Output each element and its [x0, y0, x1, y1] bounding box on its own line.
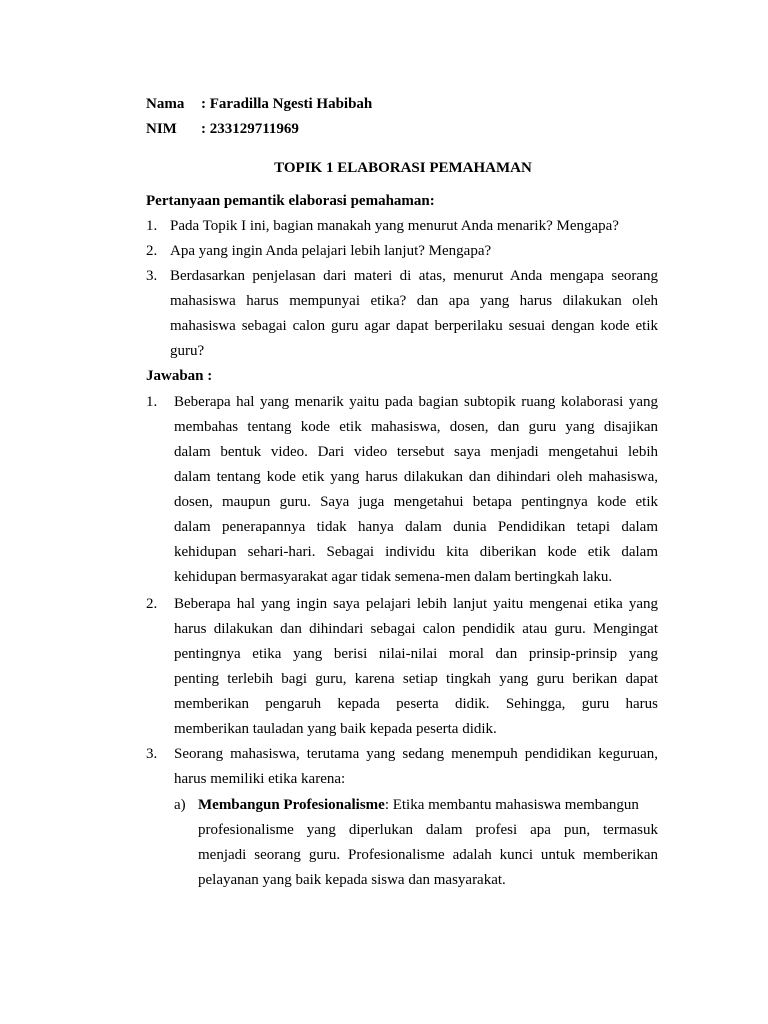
document-title: TOPIK 1 ELABORASI PEMAHAMAN	[274, 160, 532, 176]
sub-item-text-line: menjadi seorang guru. Profesionalisme adalah kunci untuk memberikan	[198, 847, 658, 863]
answer-text-line: memberikan pengaruh kepada peserta didik. Sehingga, guru harus	[174, 696, 658, 712]
answer-text-line: Beberapa hal yang ingin saya pelajari lebih lanjut yaitu mengenai etika yang	[174, 596, 658, 612]
answer-text-line: harus dilakukan dan dihindari sebagai calon pendidik atau guru. Mengingat	[174, 621, 658, 637]
sub-item-text: : Etika membantu mahasiswa membangun	[384, 797, 639, 813]
name-value: : Faradilla Ngesti Habibah	[201, 96, 373, 112]
sub-item-text-line: profesionalisme yang diperlukan dalam profesi apa pun, termasuk	[198, 822, 658, 838]
nim-value: : 233129711969	[201, 121, 299, 137]
answer-text-line: kehidupan sehari-hari. Sebagai individu kita diberikan kode etik dalam	[174, 544, 658, 560]
answer-text-line: penting terlebih bagi guru, karena setiap tingkah yang guru berikan dapat	[174, 671, 658, 687]
sub-item-heading: Membangun Profesionalisme	[198, 797, 385, 813]
sub-item-text-line: pelayanan yang baik kepada siswa dan masyarakat.	[198, 872, 506, 888]
question-number: 1.	[146, 218, 158, 234]
answer-text-line: Seorang mahasiswa, terutama yang sedang menempuh pendidikan keguruan,	[174, 746, 658, 762]
question-text: Pada Topik I ini, bagian manakah yang menurut Anda menarik? Mengapa?	[170, 218, 619, 234]
answer-text-line: dalam penerapannya tidak hanya dalam dunia Pendidikan tetapi dalam	[174, 519, 658, 535]
answer-text-line: kehidupan bermasyarakat agar tidak semena-men dalam bertingkah laku.	[174, 569, 613, 585]
question-text-line: mahasiswa harus mempunyai etika? dan apa yang harus dilakukan oleh	[170, 293, 658, 309]
answer-number: 1.	[146, 394, 158, 410]
questions-heading: Pertanyaan pemantik elaborasi pemahaman:	[146, 193, 435, 209]
question-text-line: mahasiswa sebagai calon guru agar dapat berperilaku sesuai dengan kode etik	[170, 318, 658, 334]
nim-label: NIM	[146, 121, 177, 137]
answer-number: 2.	[146, 596, 158, 612]
answer-text-line: membahas tentang kode etik mahasiswa, dosen, dan guru yang disajikan	[174, 419, 658, 435]
sub-item-first-line	[198, 796, 658, 814]
question-text-line: Berdasarkan penjelasan dari materi di atas, menurut Anda mengapa seorang	[170, 268, 658, 284]
answer-text-line: harus memiliki etika karena:	[174, 771, 346, 787]
question-number: 2.	[146, 243, 158, 259]
answers-heading: Jawaban :	[146, 368, 213, 384]
answer-number: 3.	[146, 746, 158, 762]
answer-text-line: pentingnya etika yang berisi nilai-nilai moral dan prinsip-prinsip yang	[174, 646, 658, 662]
answer-text-line: Beberapa hal yang menarik yaitu pada bagian subtopik ruang kolaborasi yang	[174, 394, 658, 410]
question-text: Apa yang ingin Anda pelajari lebih lanjut? Mengapa?	[170, 243, 492, 259]
answer-text-line: memberikan tauladan yang baik kepada peserta didik.	[174, 721, 497, 737]
answer-text-line: dalam tentang kode etik yang harus dilakukan dan dihindari oleh mahasiswa,	[174, 469, 658, 485]
question-number: 3.	[146, 268, 158, 284]
answer-text-line: dalam bentuk video. Dari video tersebut saya menjadi mengetahui lebih	[174, 444, 658, 460]
sub-item-marker: a)	[174, 797, 186, 813]
answer-text-line: dosen, maupun guru. Saya juga mengetahui betapa pentingnya kode etik	[174, 494, 658, 510]
name-label: Nama	[146, 96, 185, 112]
question-text-line: guru?	[170, 343, 205, 359]
